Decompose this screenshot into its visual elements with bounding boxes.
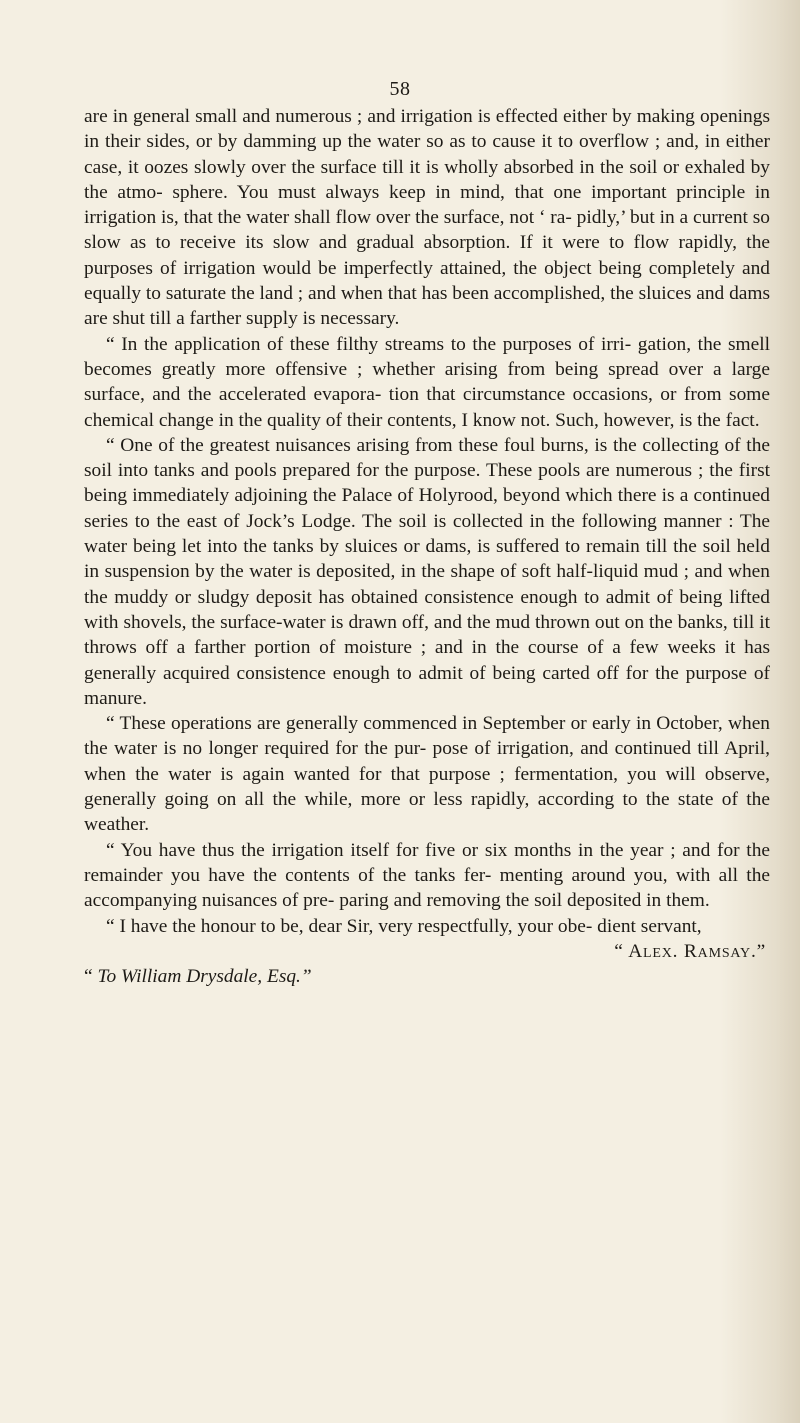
paragraph: “ You have thus the irrigation itself for five or six months in the year ; and for the remainder you have the contents of the tanks fer- menting around you, with all the accompanying nuisances of pre- paring and removing the soil deposited in them. [84,839,770,912]
paragraph: “ One of the greatest nuisances arising from these foul burns, is the collecting of the soil into tanks and pools prepared for the purpose. These pools are numerous ; the first being immediately adjoining the Palace of Holyrood, beyond which there is a continued series to the east of Jock’s Lodge. The soil is collected in the following manner : The water being let into the tanks by sluices or dams, is suffered to remain till the soil held in suspension by the water is deposited, in the shape of soft half-liquid mud ; and when the muddy or sludgy deposit has obtained consistence enough to admit of being lifted with shovels, the surface-water is drawn off, and the mud thrown out on the banks, till it throws off a farther portion of moisture ; and in the course of a few weeks it has generally acquired consistence enough to admit of being carted off for the purpose of manure. [84,434,770,709]
paragraph: are in general small and numerous ; and irrigation is effected either by making openings in their sides, or by damming up the water so as to cause it to overflow ; and, in either case, it oozes slowly over the surface till it is wholly absorbed in the soil or exhaled by the atmo- sphere. You must always keep in mind, that one important principle in irrigation is, that the water shall flow over the surface, not ‘ ra- pidly,’ but in a current so slow as to receive its slow and gradual absorption. If it were to flow rapidly, the purposes of irrigation would be imperfectly attained, the object being completely and equally to saturate the land ; and when that has been accomplished, the sluices and dams are shut till a farther supply is necessary. [84,106,771,330]
body-text [84,104,770,989]
addressee-name: To William Drysdale, Esq.” [97,966,312,988]
addressee [84,964,770,989]
signature [84,939,770,964]
paragraph: “ In the application of these filthy streams to the purposes of irri- gation, the smell becomes greatly more offensive ; whether arising from being spread over a large surface, and the accelerated evapora- tion that circumstance occasions, or from some chemical change in the quality of their contents, I know not. Such, however, is the fact. [84,333,770,431]
paragraph: “ These operations are generally commenced in September or early in October, when the water is no longer required for the pur- pose of irrigation, and continued till April, when the water is again wanted for that purpose ; fermentation, you will observe, generally going on all the while, more or less rapidly, according to the state of the weather. [84,713,770,836]
addressee-quote: “ [84,966,98,988]
page-number: 58 [389,78,411,100]
signature-name: “ Alex. Ramsay.” [614,940,766,962]
paragraph: “ I have the honour to be, dear Sir, very respectfully, your obe- dient servant, [106,915,702,937]
